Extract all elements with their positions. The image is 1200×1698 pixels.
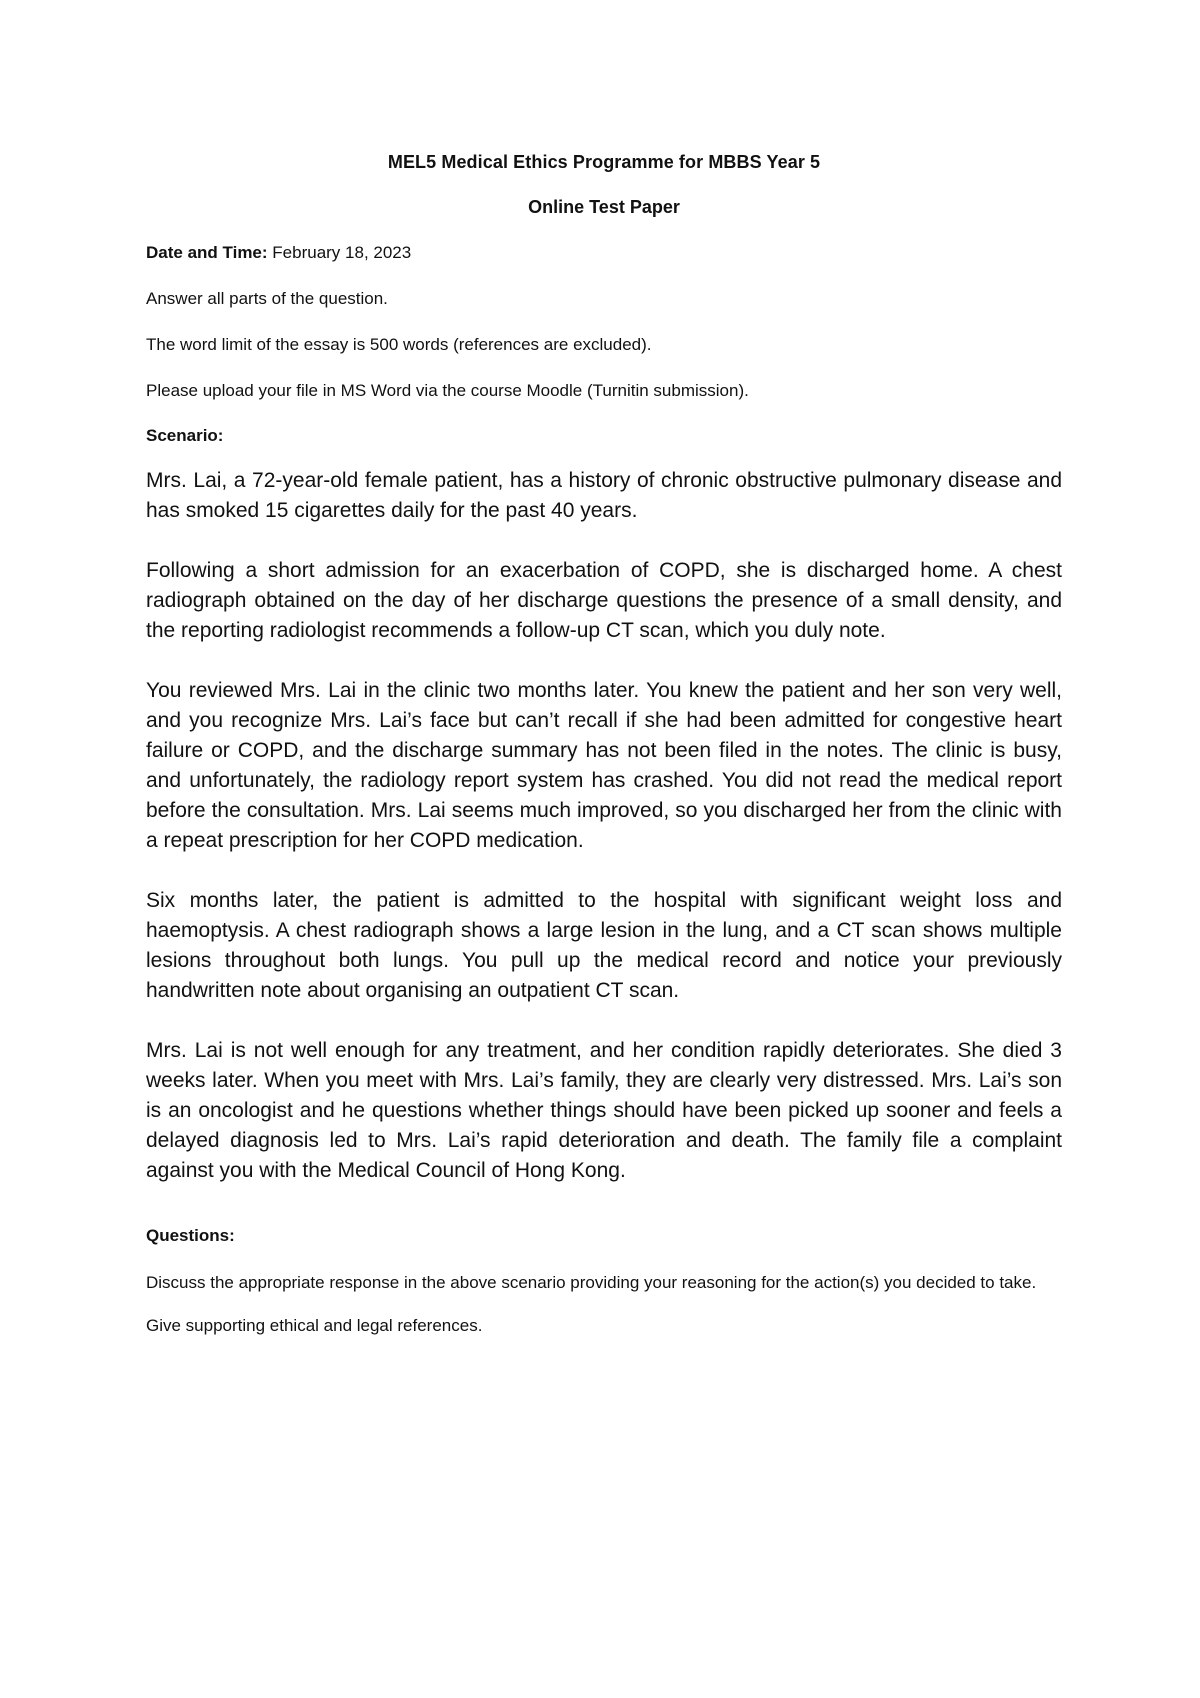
document-content	[146, 152, 1062, 1354]
question-item: Discuss the appropriate response in the above scenario providing your reasoning for the action(s) you decided to take.	[146, 1273, 1037, 1292]
scenario-paragraph: You reviewed Mrs. Lai in the clinic two months later. You knew the patient and her son very well, and you recognize Mrs. Lai’s face but can’t recall if she had been admitted for congestive heart failure or COPD, and the discharge summary has not been filed in the notes. The clinic is busy, and unfortunately, the radiology report system has crashed. You did not read the medical report before the consultation. Mrs. Lai seems much improved, so you discharged her from the clinic with a repeat prescription for her COPD medication.	[146, 679, 1062, 852]
date-time-line	[146, 242, 1062, 264]
date-time-label: Date and Time:	[146, 243, 268, 262]
scenario-heading: Scenario:	[146, 426, 224, 445]
date-time-value: February 18, 2023	[267, 243, 412, 262]
page-title: MEL5 Medical Ethics Programme for MBBS Year 5	[387, 152, 821, 172]
scenario-paragraph: Following a short admission for an exacerbation of COPD, she is discharged home. A chest radiograph obtained on the day of her discharge questions the presence of a small density, and the reporting radiologist recommends a follow-up CT scan, which you duly note.	[146, 559, 1062, 642]
instruction-upload: Please upload your file in MS Word via the course Moodle (Turnitin submission).	[146, 381, 749, 400]
questions-heading: Questions:	[146, 1226, 235, 1245]
scenario-paragraph: Mrs. Lai is not well enough for any treatment, and her condition rapidly deteriorates. She died 3 weeks later. When you meet with Mrs. Lai’s family, they are clearly very distressed. Mrs. Lai’s son is an oncologist and he questions whether things should have been picked up sooner and feels a delayed diagnosis led to Mrs. Lai’s rapid deterioration and death. The family file a complaint against you with the Medical Council of Hong Kong.	[146, 1039, 1062, 1182]
instruction-word-limit: The word limit of the essay is 500 words (references are excluded).	[146, 335, 652, 354]
scenario-paragraph: Mrs. Lai, a 72-year-old female patient, has a history of chronic obstructive pulmonary disease and has smoked 15 cigarettes daily for the past 40 years.	[146, 469, 1062, 522]
scenario-paragraph: Six months later, the patient is admitted to the hospital with significant weight loss and haemoptysis. A chest radiograph shows a large lesion in the lung, and a CT scan shows multiple lesions throughout both lungs. You pull up the medical record and notice your previously handwritten note about organising an outpatient CT scan.	[146, 889, 1062, 1002]
question-item: Give supporting ethical and legal references.	[146, 1316, 483, 1335]
instruction-answer-all: Answer all parts of the question.	[146, 289, 388, 308]
page-subtitle: Online Test Paper	[528, 197, 680, 217]
